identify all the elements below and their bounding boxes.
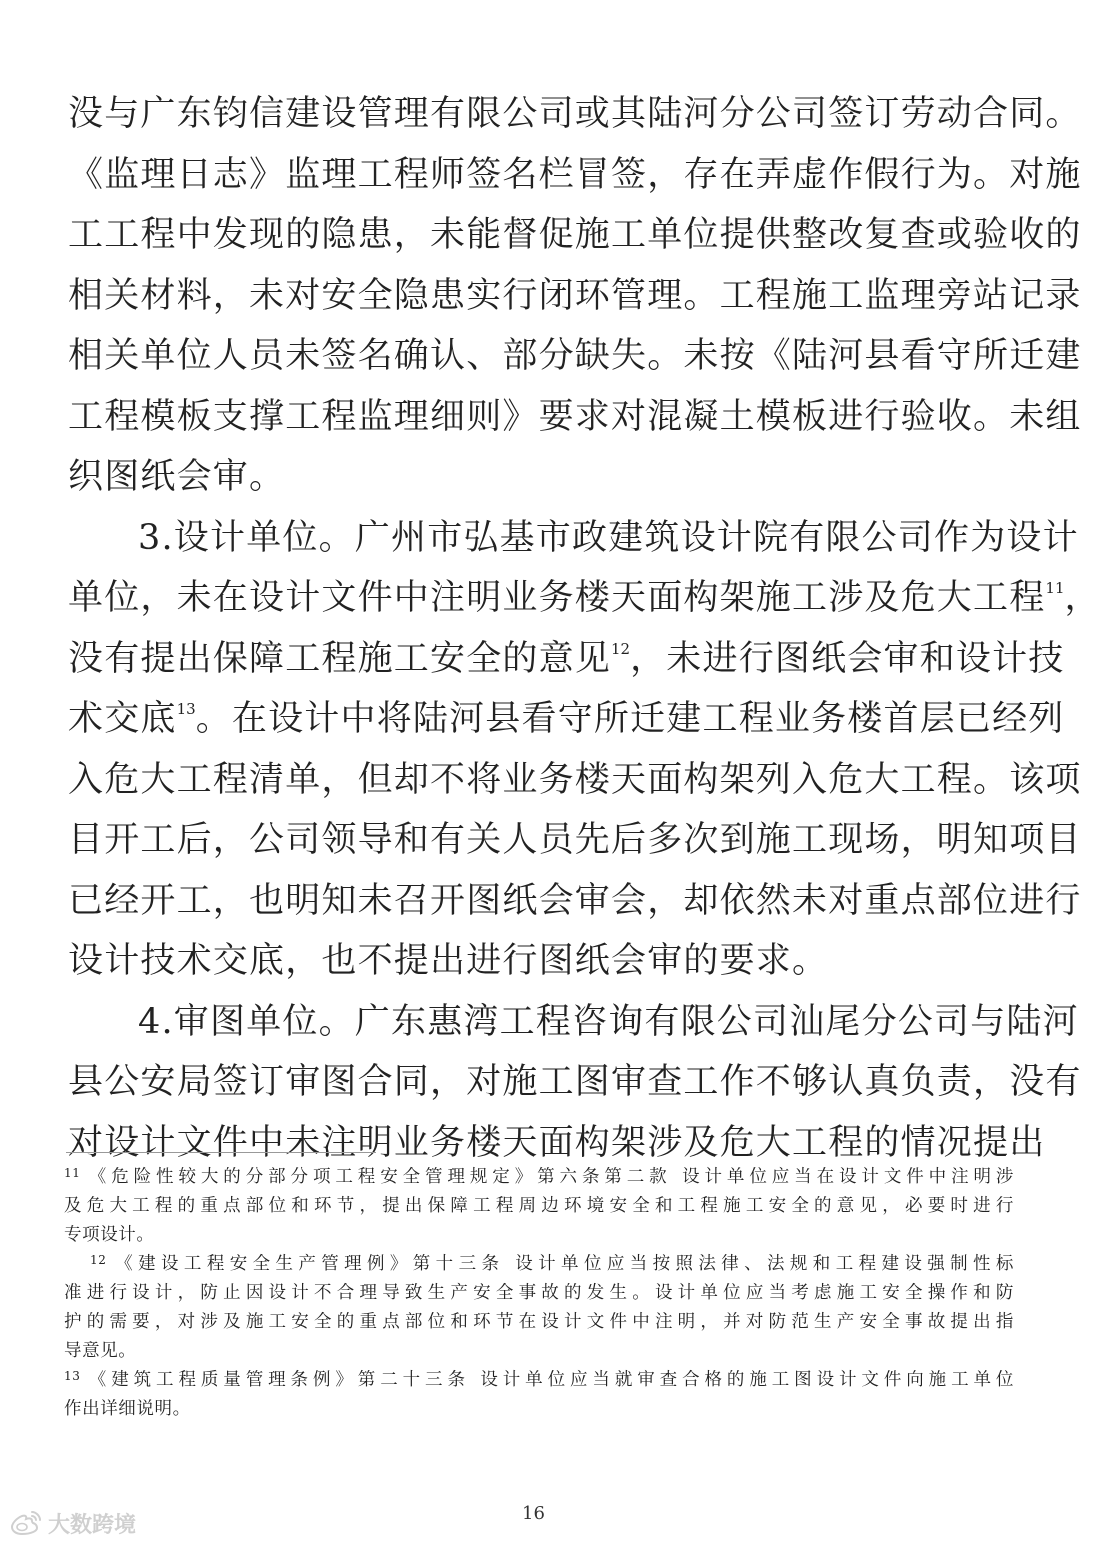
body-line xyxy=(68,871,1082,932)
body-line xyxy=(68,84,1082,145)
footnote-line xyxy=(64,1337,1014,1366)
footnote-text: 护的需要，对涉及施工安全的重点部位和环节在设计文件中注明，并对防范生产安全事故提出指 xyxy=(64,1312,1014,1332)
footnote-line xyxy=(64,1279,1014,1308)
watermark-text: 大数跨境 xyxy=(48,1513,137,1538)
footnote-line xyxy=(64,1395,1014,1424)
footnote-number: 11 xyxy=(64,1166,81,1180)
footnote-line xyxy=(64,1192,1014,1221)
body-line xyxy=(68,992,1079,1053)
footnote-text: 《危险性较大的分部分项工程安全管理规定》第六条第二款 设计单位应当在设计文件中注明涉 xyxy=(84,1167,1014,1187)
body-line-text: 没与广东钧信建设管理有限公司或其陆河分公司签订劳动合同。 xyxy=(68,94,1082,134)
body-line xyxy=(68,810,1082,871)
watermark xyxy=(10,1508,136,1539)
body-line-text: 单位，未在设计文件中注明业务楼天面构架施工涉及危大工程 xyxy=(68,578,1046,618)
body-line xyxy=(68,205,1082,266)
body-line xyxy=(68,931,1013,992)
body-line-text: 对设计文件中未注明业务楼天面构架涉及危大工程的情况提出 xyxy=(68,1122,1046,1163)
footnote-text: 《建设工程安全生产管理例》第十三条 设计单位应当按照法律、法规和工程建设强制性标 xyxy=(110,1254,1014,1274)
body-line-text: 术交底 xyxy=(68,699,177,739)
body-line-text: 入危大工程清单，但却不将业务楼天面构架列入危大工程。该项 xyxy=(68,759,1082,800)
weibo-logo-icon xyxy=(10,1510,42,1538)
footnote-line xyxy=(64,1308,1014,1337)
body-line xyxy=(68,689,1065,750)
body-line xyxy=(68,266,1082,327)
body-line xyxy=(68,1052,1082,1113)
page-number: 16 xyxy=(522,1503,545,1524)
body-line xyxy=(68,568,1101,629)
body-line-text: 《监理日志》监理工程师签名栏冒签，存在弄虚作假行为。对施 xyxy=(68,154,1082,195)
footnote-line xyxy=(64,1250,1014,1279)
footnotes xyxy=(64,1163,1014,1424)
footnote-line xyxy=(64,1221,1014,1250)
footnote-line xyxy=(64,1163,1014,1192)
footnote-text: 专项设计。 xyxy=(64,1225,155,1245)
body-line-text: 4.审图单位。广东惠湾工程咨询有限公司汕尾分公司与陆河 xyxy=(138,1001,1079,1042)
body-line-text: 3.设计单位。广州市弘基市政建筑设计院有限公司作为设计 xyxy=(138,517,1079,558)
body-line-text: ，未进行图纸会审和设计技 xyxy=(630,638,1065,679)
footnote-text: 《建筑工程质量管理条例》第二十三条 设计单位应当就审查合格的施工图设计文件向施工单位 xyxy=(84,1370,1014,1390)
footnote-reference[interactable]: 11 xyxy=(1045,579,1065,597)
body-line xyxy=(68,326,1082,387)
footnote-text: 作出详细说明。 xyxy=(64,1399,191,1419)
footnote-text: 准进行设计，防止因设计不合理导致生产安全事故的发生。设计单位应当考虑施工安全操作和防 xyxy=(64,1283,1014,1303)
body-line-text: 工程模板支撑工程监理细则》要求对混凝土模板进行验收。未组 xyxy=(68,396,1082,437)
body-line xyxy=(68,387,1082,448)
body-line-text: 相关单位人员未签名确认、部分缺失。未按《陆河县看守所迁建 xyxy=(68,336,1082,376)
body-line xyxy=(68,750,1082,811)
body-line-text: 设计技术交底，也不提出进行图纸会审的要求。 xyxy=(68,941,829,981)
footnote-number: 12 xyxy=(90,1253,107,1267)
body-line xyxy=(68,447,1013,508)
body-line-text: 织图纸会审。 xyxy=(68,457,286,497)
footnote-reference[interactable]: 13 xyxy=(176,700,196,718)
footnote-line xyxy=(64,1366,1014,1395)
body-line-text: 工工程中发现的隐患，未能督促施工单位提供整改复查或验收的 xyxy=(68,215,1082,255)
body-line-text: 相关材料，未对安全隐患实行闭环管理。工程施工监理旁站记录 xyxy=(68,275,1082,316)
body-line xyxy=(68,508,1079,569)
body-line-text: 已经开工，也明知未召开图纸会审会，却依然未对重点部位进行 xyxy=(68,880,1082,921)
body-line-text: 没有提出保障工程施工安全的意见 xyxy=(68,638,612,679)
footnote-text: 及危大工程的重点部位和环节，提出保障工程周边环境安全和工程施工安全的意见，必要时进行 xyxy=(64,1196,1014,1216)
footnote-number: 13 xyxy=(64,1369,81,1383)
footnote-reference[interactable]: 12 xyxy=(611,639,631,658)
footnote-divider xyxy=(66,1152,376,1153)
body-text xyxy=(68,84,1101,1173)
footnote-text: 导意见。 xyxy=(64,1341,137,1361)
body-line-text: 。在设计中将陆河县看守所迁建工程业务楼首层已经列 xyxy=(195,699,1065,739)
body-line xyxy=(68,629,1065,690)
body-line xyxy=(68,145,1082,206)
body-line-text: ， xyxy=(1064,578,1101,618)
body-line-text: 县公安局签订审图合同，对施工图审查工作不够认真负责，没有 xyxy=(68,1062,1082,1102)
body-line-text: 目开工后，公司领导和有关人员先后多次到施工现场，明知项目 xyxy=(68,820,1082,860)
